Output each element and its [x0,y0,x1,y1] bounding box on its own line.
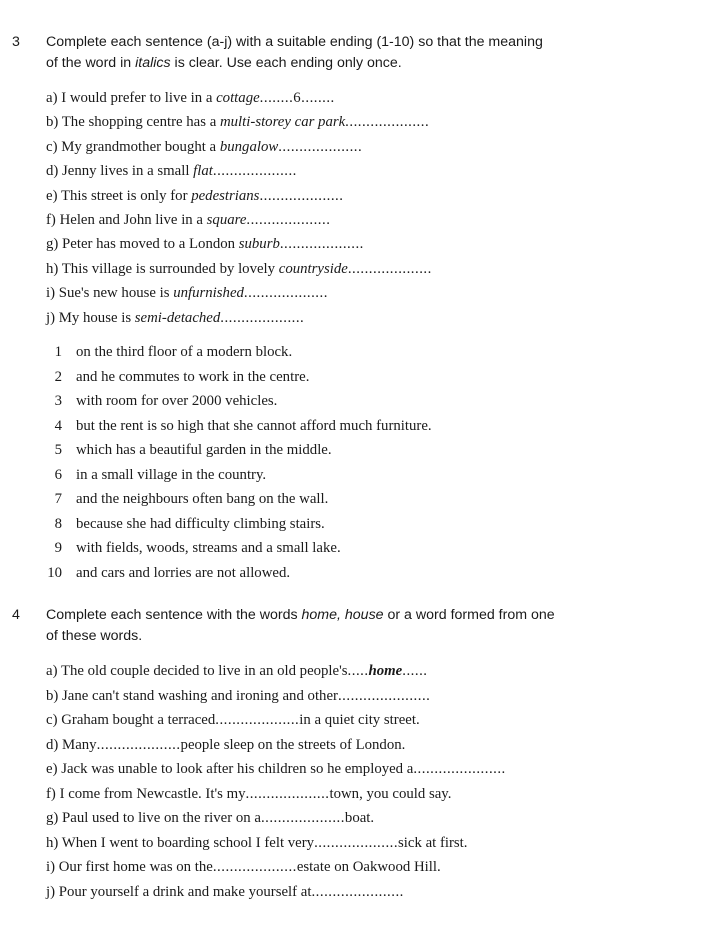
sentence-text: This village is surrounded by lovely [61,260,279,277]
sentence-label: i) [46,285,56,302]
sentence-before: When I went to boarding school I felt very [61,834,315,851]
sentence-label: h) [46,834,59,851]
italic-key-word: square [206,212,247,228]
sentence-text: My house is [58,309,135,326]
ending-number: 8 [54,515,62,532]
exercise-4-instruction-line-2: of these words. [46,628,143,644]
ending-2 [0,369,709,389]
ex3-sentence-a [46,90,335,107]
ex4-sentence-a [46,663,427,680]
sentence-after: estate on Oakwood Hill. [296,859,441,875]
exercise-4-instruction-line-1 [46,605,555,626]
ex3-sentence-g [46,236,364,253]
ex3-sentence-d [46,163,297,180]
exercise-3-number: 3 [12,34,20,50]
answer-blank[interactable]: .................... [278,138,363,155]
sentence-label: i) [46,859,56,875]
answer-blank[interactable]: ........6........ [259,90,335,106]
sentence-before: Jane can't stand washing and ironing and other [62,687,338,704]
sentence-label: e) [46,187,58,204]
exercise-3-instruction-line-2 [46,53,543,74]
sentence-label: f) [46,785,56,802]
answer-blank[interactable]: .................... [212,859,297,875]
italic-key-word: flat [193,163,213,180]
answer-blank[interactable]: .................... [243,285,328,302]
sentence-label: j) [46,883,56,900]
ex3-sentence-h [46,261,432,278]
ex3-sentence-e [46,188,343,205]
ending-number: 3 [54,393,62,409]
sentence-before: Jack was unable to look after his children so he employed a [61,761,414,777]
italic-key-word: cottage [216,90,260,106]
italic-key-word: countryside [278,260,348,277]
answer-blank[interactable]: .................... [345,114,430,131]
sentence-label: f) [46,212,56,228]
sentence-after: town, you could say. [329,785,452,802]
ending-7 [0,491,709,511]
answer-blank[interactable]: .................... [246,212,331,228]
ex3-sentence-b [46,114,429,131]
sentence-before: Many [62,736,97,753]
ex3-sentence-j [46,310,304,327]
sentence-before: The old couple decided to live in an old people's [60,663,348,679]
ex4-sentence-g [46,810,374,827]
ending-number: 10 [47,564,62,581]
ending-text: in a small village in the country. [76,466,267,483]
answer-blank[interactable]: ...................... [337,687,431,704]
ending-number: 1 [54,344,62,360]
ending-10 [0,565,709,585]
sentence-before: Our first home was on the [58,859,213,875]
sentence-label: g) [46,236,59,253]
ending-text: and he commutes to work in the centre. [76,368,310,385]
ending-6 [0,467,709,487]
ending-number: 5 [54,442,62,458]
sentence-before: Pour yourself a drink and make yourself at [58,883,312,900]
ending-8 [0,516,709,536]
sentence-label: h) [46,260,59,277]
sentence-after: people sleep on the streets of London. [180,736,406,753]
answer-blank[interactable]: .................... [347,260,432,277]
sentence-after: sick at first. [398,834,468,851]
ending-number: 4 [54,417,62,434]
answer-blank[interactable]: .................... [215,712,300,728]
italic-key-word: pedestrians [191,187,260,204]
ex3-sentence-c [46,139,362,156]
exercise-4-instruction [46,605,555,647]
ex4-sentence-f [46,786,451,803]
sentence-after: boat. [344,810,375,826]
exercise-4-number: 4 [12,607,20,623]
instruction-text: is clear. Use each ending only once. [170,55,402,71]
ex3-sentence-f [46,212,330,229]
answer-blank[interactable]: .................... [220,309,305,326]
ending-5 [0,442,709,462]
ex4-sentence-j [46,884,404,901]
sentence-text: This street is only for [60,187,192,204]
italic-key-word: bungalow [219,138,279,155]
sentence-text: Jenny lives in a small [62,163,194,180]
sentence-label: d) [46,163,59,180]
instruction-italic-word: italics [135,55,171,71]
ending-number: 2 [54,368,62,385]
answer-blank[interactable]: ...................... [311,883,404,900]
ending-9 [0,540,709,560]
answer-word: home [368,663,403,679]
italic-key-word: unfurnished [173,285,244,302]
sentence-text: I would prefer to live in a [61,90,217,106]
instruction-word-home: home, [301,607,341,623]
sentence-label: c) [46,712,58,728]
sentence-label: j) [46,309,56,326]
ending-text: with fields, woods, streams and a small lake. [76,540,341,556]
sentence-text: The shopping centre has a [61,114,220,131]
sentence-label: d) [46,736,59,753]
italic-key-word: semi-detached [134,309,221,326]
ending-text: with room for over 2000 vehicles. [76,393,278,409]
answer-blank[interactable]: .................... [260,810,345,826]
sentence-text: Peter has moved to a London [62,236,239,253]
ex3-sentence-i [46,285,328,302]
ending-3 [0,393,709,413]
instruction-text: Complete each sentence with the words [46,607,302,623]
sentence-text: Sue's new house is [58,285,174,302]
sentence-label: a) [46,90,58,106]
ex4-sentence-b [46,688,430,705]
ex4-sentence-i [46,859,441,876]
ending-text: because she had difficulty climbing stairs. [76,515,325,532]
sentence-before: Graham bought a terraced [61,712,216,728]
ending-text: and cars and lorries are not allowed. [76,564,291,581]
answer-blank[interactable]: ...................... [413,761,506,777]
instruction-word-house: house [344,607,384,623]
ending-number: 6 [54,466,62,483]
ex4-sentence-e [46,761,506,778]
sentence-label: c) [46,138,58,155]
exercise-3-instruction [46,32,543,74]
sentence-before: Paul used to live on the river on a [62,810,261,826]
ex4-sentence-h [46,835,468,852]
answer-blank-tail[interactable]: ...... [402,663,428,679]
answer-blank[interactable]: .................... [314,834,399,851]
answer-blank[interactable]: .................... [279,236,364,253]
ending-text: and the neighbours often bang on the wall. [76,491,329,507]
italic-key-word: multi-storey car park [219,114,346,131]
exercise-3-instruction-line-1: Complete each sentence (a-j) with a suitable ending (1-10) so that the meaning [46,34,543,50]
ex4-sentence-d [46,737,405,754]
sentence-label: a) [46,663,58,679]
sentence-label: b) [46,687,59,704]
sentence-label: b) [46,114,59,131]
answer-blank[interactable]: .................... [245,785,330,802]
instruction-text: of the word in [46,55,136,71]
sentence-text: Helen and John live in a [59,212,207,228]
ending-text: which has a beautiful garden in the middle. [76,442,332,458]
answer-blank[interactable]: .................... [259,187,344,204]
sentence-label: g) [46,810,59,826]
sentence-before: I come from Newcastle. It's my [59,785,246,802]
ending-text: but the rent is so high that she cannot afford much furniture. [76,417,432,434]
answer-blank[interactable]: ..... [347,663,369,679]
ending-1 [0,344,709,364]
italic-key-word: suburb [238,236,280,253]
ending-text: on the third floor of a modern block. [76,344,293,360]
instruction-text: or a word formed from one [383,607,555,623]
sentence-label: e) [46,761,58,777]
ending-number: 9 [54,540,62,556]
sentence-after: in a quiet city street. [299,712,420,728]
answer-blank[interactable]: .................... [96,736,181,753]
ex4-sentence-c [46,712,420,729]
ending-number: 7 [54,491,62,507]
sentence-text: My grandmother bought a [61,138,220,155]
answer-blank[interactable]: .................... [212,163,297,180]
ending-4 [0,418,709,438]
